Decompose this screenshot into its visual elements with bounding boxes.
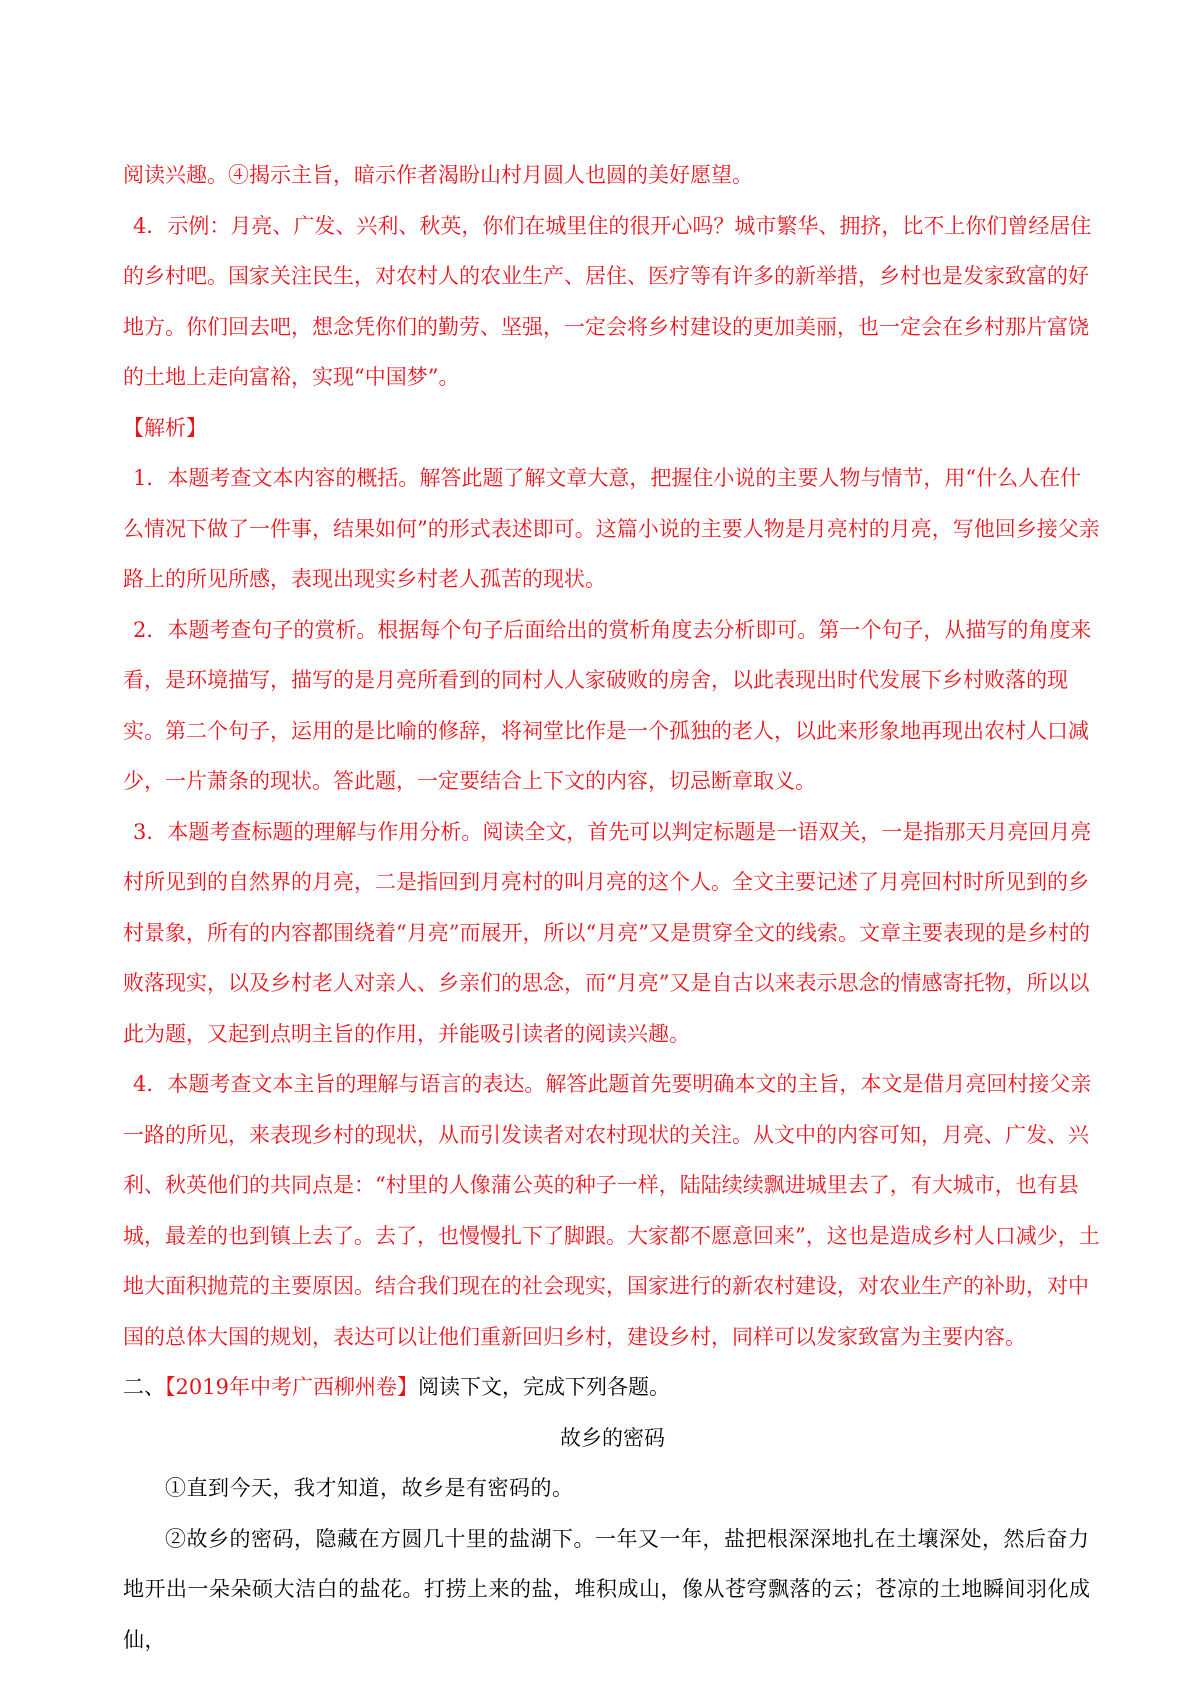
analysis-heading: 【解析】 [123,415,207,440]
passage-paragraph-1: ①直到今天，我才知道，故乡是有密码的。 [165,1476,574,1500]
section-2-instruction: 阅读下文，完成下列各题。 [417,1375,670,1399]
section-2-source: 【2019年中考广西柳州卷】 [165,1375,418,1399]
section-2-heading [123,1362,1102,1413]
analysis-item-3: 3．本题考查标题的理解与作用分析。阅读全文，首先可以判定标题是一语双关，一是指那天月亮回月亮村所见到的自然界的月亮，二是指回到月亮村的叫月亮的这个人。全文主要记述了月亮回村时所见到的乡村景象，所有的内容都围绕着“月亮”而展开，所以“月亮”又是贯穿全文的线索。文章主要表现的是乡村的败落现实，以及乡村老人对亲人、乡亲们的思念，而“月亮”又是自古以来表示思念的情感寄托物，所以以此为题，又起到点明主旨的作用，并能吸引读者的阅读兴趣。 [123,819,1092,1046]
section-2-prefix: 二、 [123,1375,165,1399]
passage-paragraph-2: ②故乡的密码，隐藏在方圆几十里的盐湖下。一年又一年，盐把根深深地扎在土壤深处，然后奋力地开出一朵朵硕大洁白的盐花。打捞上来的盐，堆积成山，像从苍穹飘落的云；苍凉的土地瞬间羽化成仙， [123,1526,1091,1652]
passage-title: 故乡的密码 [560,1425,665,1450]
analysis-item-4: 4．本题考查文本主旨的理解与语言的表达。解答此题首先要明确本文的主旨，本文是借月亮回村接父亲一路的所见，来表现乡村的现状，从而引发读者对农村现状的关注。从文中的内容可知，月亮、广发、兴利、秋英他们的共同点是：“村里的人像蒲公英的种子一样，陆陆续续飘进城里去了，有大城市，也有县城，最差的也到镇上去了。去了，也慢慢扎下了脚跟。大家都不愿意回来”，这也是造成乡村人口减少，土地大面积抛荒的主要原因。结合我们现在的社会现实，国家进行的新农村建设，对农业生产的补助，对中国的总体大国的规划，表达可以让他们重新回归乡村，建设乡村，同样可以发家致富为主要内容。 [123,1072,1100,1349]
analysis-item-2: 2．本题考查句子的赏析。根据每个句子后面给出的赏析角度去分析即可。第一个句子，从描写的角度来看，是环境描写，描写的是月亮所看到的同村人人家破败的房舍，以此表现出时代发展下乡村败落的现实。第二个句子，运用的是比喻的修辞，将祠堂比作是一个孤独的老人，以此来形象地再现出农村人口减少，一片萧条的现状。答此题，一定要结合上下文的内容，切忌断章取义。 [123,617,1092,793]
answer-tail: 阅读兴趣。④揭示主旨，暗示作者渴盼山村月圆人也圆的美好愿望。 [123,163,753,187]
analysis-item-1: 1．本题考查文本内容的概括。解答此题了解文章大意，把握住小说的主要人物与情节，用“什么人在什么情况下做了一件事，结果如何”的形式表述即可。这篇小说的主要人物是月亮村的月亮，写他回乡接父亲路上的所见所感，表现出现实乡村老人孤苦的现状。 [123,466,1100,591]
answer-4: 4．示例：月亮、广发、兴利、秋英，你们在城里住的很开心吗？城市繁华、拥挤，比不上你们曾经居住的乡村吧。国家关注民生，对农村人的农业生产、居住、医疗等有许多的新举措，乡村也是发家致富的好地方。你们回去吧，想念凭你们的勤劳、坚强，一定会将乡村建设的更加美丽，也一定会在乡村那片富饶的土地上走向富裕，实现“中国梦”。 [123,213,1092,389]
